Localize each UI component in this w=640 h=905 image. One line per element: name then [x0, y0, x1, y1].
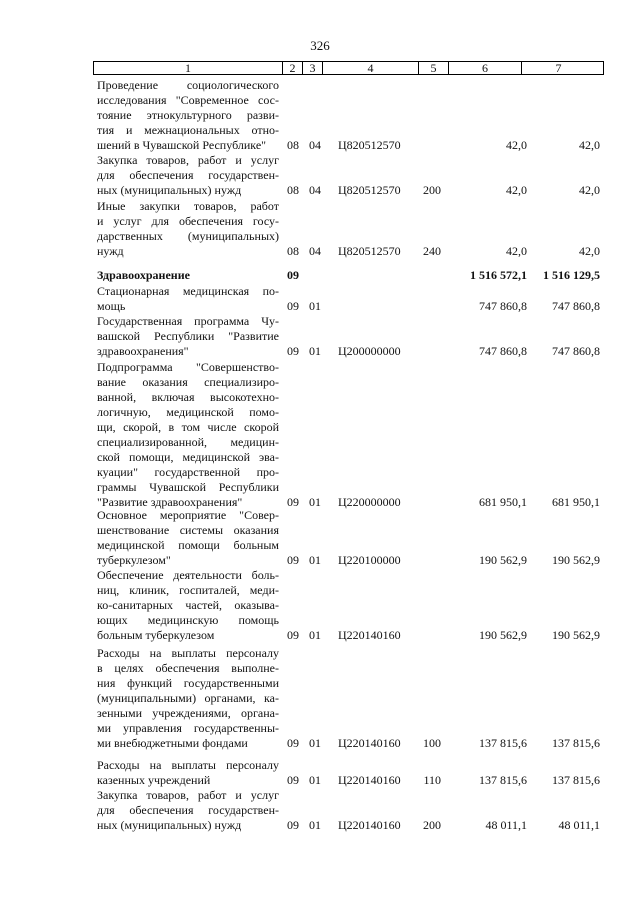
- row-description-line: исследования "Современное сос-: [97, 93, 279, 107]
- row-expense-type: 240: [423, 244, 441, 258]
- header-col-1: 1: [94, 62, 283, 74]
- row-description: [97, 758, 279, 788]
- row-amount-col7: 1 516 129,5: [543, 268, 600, 282]
- row-amount-col7: 747 860,8: [552, 344, 600, 358]
- row-section-code: 09: [287, 773, 299, 787]
- header-col-6: 6: [449, 62, 522, 74]
- row-amount-col7: 190 562,9: [552, 628, 600, 642]
- row-section-code: 09: [287, 299, 299, 313]
- row-description-line: туберкулезом": [97, 553, 171, 567]
- row-description-line: казенных учреждений: [97, 773, 211, 787]
- row-amount-col6: 747 860,8: [479, 299, 527, 313]
- row-target-code: Ц820512570: [338, 183, 401, 197]
- row-description: [97, 284, 279, 314]
- row-amount-col6: 190 562,9: [479, 553, 527, 567]
- row-description-line: ния функций государственными: [97, 676, 279, 690]
- row-description: [97, 646, 279, 751]
- row-description: [97, 360, 279, 510]
- row-amount-col7: 137 815,6: [552, 773, 600, 787]
- row-description: [97, 568, 279, 643]
- row-description: [97, 788, 279, 833]
- row-section-code: 09: [287, 736, 299, 750]
- row-description-line: Расходы на выплаты персоналу: [97, 646, 279, 660]
- row-description-line: ных (муниципальных) нужд: [97, 183, 242, 197]
- row-subsection-code: 01: [309, 495, 321, 509]
- row-description-line: ющих медицинскую помощь: [97, 613, 279, 627]
- row-expense-type: 200: [423, 818, 441, 832]
- row-description-line: ской помощи, медицинской эва-: [97, 450, 279, 464]
- row-description-line: нужд: [97, 244, 124, 258]
- row-description: [97, 268, 279, 283]
- row-amount-col6: 48 011,1: [485, 818, 527, 832]
- row-subsection-code: 01: [309, 773, 321, 787]
- row-amount-col6: 42,0: [506, 244, 527, 258]
- row-description-line: Закупка товаров, работ и услуг: [97, 788, 279, 802]
- row-amount-col7: 48 011,1: [558, 818, 600, 832]
- row-description-line: ми управления государственны-: [97, 721, 279, 735]
- row-expense-type: 100: [423, 736, 441, 750]
- row-subsection-code: 01: [309, 818, 321, 832]
- row-description-line: вашской Республики "Развитие: [97, 329, 279, 343]
- header-col-2: 2: [283, 62, 303, 74]
- row-section-code: 09: [287, 818, 299, 832]
- row-target-code: Ц220140160: [338, 736, 401, 750]
- row-description-line: для обеспечения государствен-: [97, 168, 279, 182]
- row-amount-col6: 1 516 572,1: [470, 268, 527, 282]
- row-section-code: 08: [287, 138, 299, 152]
- row-description-line: тия и межнациональных отно-: [97, 123, 279, 137]
- row-description-line: Подпрограмма "Совершенство-: [97, 360, 279, 374]
- row-amount-col6: 190 562,9: [479, 628, 527, 642]
- header-col-5: 5: [419, 62, 449, 74]
- row-target-code: Ц820512570: [338, 138, 401, 152]
- row-target-code: Ц200000000: [338, 344, 401, 358]
- row-target-code: Ц220000000: [338, 495, 401, 509]
- row-subsection-code: 01: [309, 628, 321, 642]
- row-subsection-code: 01: [309, 344, 321, 358]
- row-amount-col6: 681 950,1: [479, 495, 527, 509]
- row-description-line: ных (муниципальных) нужд: [97, 818, 242, 832]
- row-amount-col7: 681 950,1: [552, 495, 600, 509]
- row-amount-col6: 137 815,6: [479, 736, 527, 750]
- row-section-code: 09: [287, 628, 299, 642]
- row-description-line: ми внебюджетными фондами: [97, 736, 248, 750]
- row-description-line: Проведение социологического: [97, 78, 279, 92]
- row-description-line: логичную, медицинской помо-: [97, 405, 279, 419]
- row-description-line: граммы Чувашской Республики: [97, 480, 279, 494]
- row-amount-col6: 42,0: [506, 183, 527, 197]
- row-target-code: Ц220100000: [338, 553, 401, 567]
- row-amount-col6: 42,0: [506, 138, 527, 152]
- row-section-code: 09: [287, 268, 299, 282]
- row-subsection-code: 01: [309, 299, 321, 313]
- row-description-line: медицинской помощи больным: [97, 538, 279, 552]
- row-description-line: специализированной, медицин-: [97, 435, 279, 449]
- row-amount-col6: 137 815,6: [479, 773, 527, 787]
- row-description-line: шений в Чувашской Республике": [97, 138, 267, 152]
- row-description: [97, 314, 279, 359]
- row-amount-col7: 190 562,9: [552, 553, 600, 567]
- row-section-code: 09: [287, 553, 299, 567]
- header-col-4: 4: [323, 62, 419, 74]
- row-expense-type: 110: [423, 773, 441, 787]
- row-description-line: вание оказания специализиро-: [97, 375, 279, 389]
- row-description-line: куации" государственной про-: [97, 465, 279, 479]
- row-target-code: Ц220140160: [338, 628, 401, 642]
- row-description-line: мощь: [97, 299, 126, 313]
- row-description-line: Государственная программа Чу-: [97, 314, 279, 328]
- row-subsection-code: 04: [309, 183, 321, 197]
- row-subsection-code: 04: [309, 138, 321, 152]
- header-col-3: 3: [303, 62, 323, 74]
- row-description-line: Иные закупки товаров, работ: [97, 199, 279, 213]
- row-description-line: дарственных (муниципальных): [97, 229, 279, 243]
- row-section-code: 09: [287, 495, 299, 509]
- row-description-line: щи, скорой, в том числе скорой: [97, 420, 279, 434]
- row-amount-col7: 42,0: [579, 138, 600, 152]
- row-description-line: ниц, клиник, госпиталей, меди-: [97, 583, 279, 597]
- row-description-line: шенствование системы оказания: [97, 523, 279, 537]
- header-col-7: 7: [555, 61, 562, 75]
- row-section-code: 09: [287, 344, 299, 358]
- row-description-line: ванной, включая высокотехно-: [97, 390, 279, 404]
- row-description-line: "Развитие здравоохранения": [97, 495, 243, 509]
- row-description: [97, 78, 279, 153]
- row-description-line: для обеспечения государствен-: [97, 803, 279, 817]
- row-section-code: 08: [287, 244, 299, 258]
- row-target-code: Ц820512570: [338, 244, 401, 258]
- row-description-line: Основное мероприятие "Совер-: [97, 508, 279, 522]
- row-description-line: зенными учреждениями, органа-: [97, 706, 279, 720]
- row-subsection-code: 01: [309, 736, 321, 750]
- row-expense-type: 200: [423, 183, 441, 197]
- row-description-line: в целях обеспечения выполне-: [97, 661, 279, 675]
- row-description: [97, 153, 279, 198]
- row-amount-col7: 137 815,6: [552, 736, 600, 750]
- row-description: [97, 508, 279, 568]
- row-amount-col7: 42,0: [579, 244, 600, 258]
- row-section-code: 08: [287, 183, 299, 197]
- row-description-line: здравоохранения": [97, 344, 189, 358]
- row-description-line: тояние этнокультурного разви-: [97, 108, 279, 122]
- row-subsection-code: 04: [309, 244, 321, 258]
- row-amount-col7: 42,0: [579, 183, 600, 197]
- row-description-line: и услуг для обеспечения госу-: [97, 214, 279, 228]
- row-description-line: Стационарная медицинская по-: [97, 284, 279, 298]
- row-amount-col7: 747 860,8: [552, 299, 600, 313]
- row-target-code: Ц220140160: [338, 773, 401, 787]
- page-number: 326: [310, 38, 330, 53]
- row-description: [97, 199, 279, 259]
- table-header: [93, 61, 604, 75]
- row-target-code: Ц220140160: [338, 818, 401, 832]
- row-description-line: Расходы на выплаты персоналу: [97, 758, 279, 772]
- row-description-line: ко-санитарных частей, оказыва-: [97, 598, 279, 612]
- row-subsection-code: 01: [309, 553, 321, 567]
- row-description-line: Обеспечение деятельности боль-: [97, 568, 279, 582]
- row-description-line: больным туберкулезом: [97, 628, 215, 642]
- row-description-line: Здравоохранение: [97, 268, 190, 282]
- row-description-line: Закупка товаров, работ и услуг: [97, 153, 279, 167]
- row-description-line: (муниципальными) органами, ка-: [97, 691, 279, 705]
- row-amount-col6: 747 860,8: [479, 344, 527, 358]
